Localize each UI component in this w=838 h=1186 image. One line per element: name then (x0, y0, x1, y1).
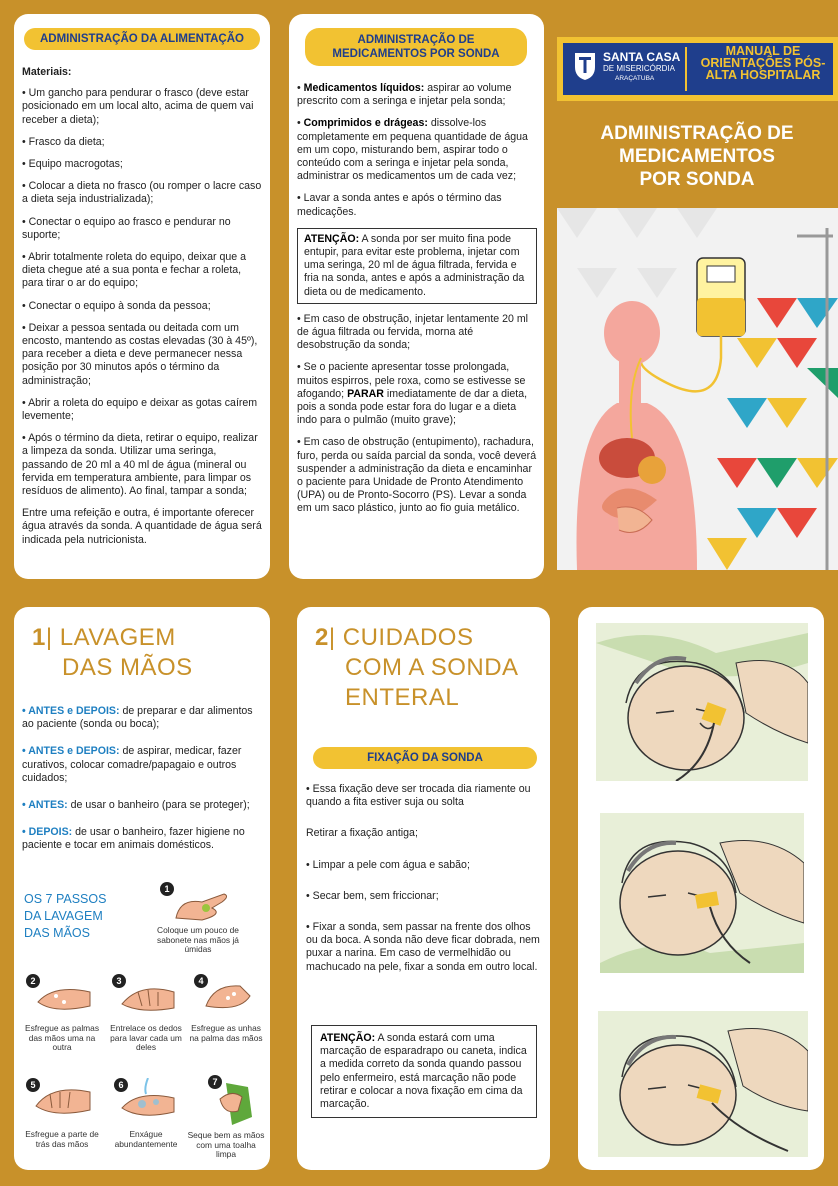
fixation-illustration-1 (596, 623, 808, 781)
care-body (306, 783, 542, 983)
hand-icon (32, 1082, 94, 1120)
logo-line3: ARAÇATUBA (615, 75, 655, 82)
heading-bar: | (45, 624, 60, 651)
list-item: • Essa fixação deve ser trocada dia riamente ou quando a fita estiver suja ou solta (306, 783, 531, 809)
list-item: • ANTES e DEPOIS: de preparar e dar alimentos ao paciente (sonda ou boca); (22, 705, 253, 731)
list-item: • Conectar o equipo ao frasco e pendurar no suporte; (22, 215, 231, 241)
cover-heading: ADMINISTRAÇÃO DE MEDICAMENTOS POR SONDA (600, 123, 794, 190)
hand-icon (34, 980, 94, 1016)
meds-title: ADMINISTRAÇÃO DE MEDICAMENTOS POR SONDA (305, 28, 527, 66)
list-item: • Se o paciente apresentar tosse prolongada, muitos espirros, pele roxa, como se estivesse se afogando; PARAR imediatamente de dar a dieta, pois a sonda pode estar fora do lugar e a dieta indo para o pulmão (muito grave); (297, 361, 528, 427)
step-number: 6 (114, 1078, 128, 1092)
list-item: • Após o término da dieta, retirar o equipo, realizar a limpeza da sonda. Utilizar uma seringa, passando de 20 ml a 40 ml de água (mineral ou fervida em temperatura ambiente, para limpar os resíduos de alimento). Ao final, tampar a sonda; (22, 432, 258, 498)
step-caption: Seque bem as mãos com uma toalha limpa (187, 1130, 265, 1160)
care-title-3: ENTERAL (345, 684, 460, 711)
step-number: 4 (194, 974, 208, 988)
list-item: • Medicamentos líquidos: aspirar ao volume prescrito com a seringa e injetar pela sonda; (297, 82, 512, 108)
heading-bar: | (328, 624, 343, 651)
step-number: 7 (208, 1075, 222, 1089)
logo-divider (685, 47, 687, 91)
step-number: 2 (26, 974, 40, 988)
list-item: • Um gancho para pendurar o frasco (deve estar posicionado em um local alto, acima de quem vai receber a dieta); (22, 87, 254, 126)
care-title-2: COM A SONDA (345, 654, 519, 681)
list-item: Entre uma refeição e outra, é importante oferecer água através da sonda. A quantidade de água será indicada pela nutricionista. (22, 507, 262, 546)
panel-hands (14, 607, 270, 1170)
care-title-1: CUIDADOS (342, 624, 474, 651)
list-item: • DEPOIS: de usar o banheiro, fazer higiene no paciente e tocar em animais domésticos. (22, 826, 245, 852)
hands-title-1: LAVAGEM (59, 624, 176, 651)
step-caption: Esfregue as unhas na palma das mãos (189, 1023, 263, 1043)
attention-box: ATENÇÃO: A sonda por ser muito fina pode entupir, para evitar este problema, injetar com uma seringa, 20 ml de água filtrada, fervida e fria na sonda, antes e após a administração da dieta ou de medicamento. (297, 228, 537, 304)
list-item: • Frasco da dieta; (22, 135, 105, 148)
list-item: • Abrir a roleta do equipo e deixar as gotas caírem levemente; (22, 396, 258, 423)
list-item: • Fixar a sonda, sem passar na frente dos olhos ou da boca. A sonda não deve ficar dobrada, nem puxar a narina. Em caso de vermelhidão ou machucado na pele, fixar a sonda em outro local. (306, 921, 540, 973)
manual-title: MANUAL DE ORIENTAÇÕES PÓS-ALTA HOSPITALAR (700, 44, 826, 82)
feeding-body (22, 66, 264, 556)
hands-body (22, 705, 264, 862)
materials-label: Materiais: (22, 66, 72, 78)
fixation-illustration-2 (600, 813, 804, 973)
fixation-illustration-3 (598, 1011, 808, 1157)
list-item: • Em caso de obstrução, injetar lentamente 20 ml de água filtrada ou fervida, morna até desobstrução da sonda; (297, 312, 529, 352)
hands-heading-line1 (32, 623, 262, 653)
crest-icon (573, 51, 597, 81)
section-number: 2 (315, 624, 329, 651)
step-7 (186, 1069, 266, 1164)
step-caption: Enxágue abundantemente (114, 1129, 178, 1149)
list-item: • Deixar a pessoa sentada ou deitada com um encosto, mantendo as costas elevadas (30 à 45º), para receber a dieta e deve permanecer nessa posição por 30 minutos após o término da administração; (22, 321, 258, 387)
list-item: • Lavar a sonda antes e após o término das medicações. (297, 192, 502, 218)
step-5 (22, 1074, 102, 1164)
list-item: Retirar a fixação antiga; (306, 827, 418, 840)
care-attention-box: ATENÇÃO: A sonda estará com uma marcação de esparadrapo ou caneta, indica a medida correto da sonda quando passou pelo enfermeiro, está marcação não pode retirar e colocar a nova fixação em cima da marcação. (311, 1025, 537, 1118)
step-caption: Entrelace os dedos para lavar cada um deles (110, 1023, 182, 1053)
hands-title-2: DAS MÃOS (62, 654, 193, 681)
step-caption: Esfregue a parte de trás das mãos (25, 1129, 99, 1149)
step-caption: Esfregue as palmas das mãos uma na outra (24, 1023, 100, 1053)
panel-feeding (14, 14, 270, 579)
hand-icon (172, 888, 232, 924)
cover (557, 0, 838, 580)
care-heading (315, 623, 545, 713)
step-2 (22, 972, 102, 1062)
cover-illustration (557, 208, 838, 570)
list-item: • Em caso de obstrução (entupimento), rachadura, furo, perda ou saída parcial da sonda, você deverá suspender a administração da dieta e encaminhar o paciente para Unidade de Pronto Atendimento (UPA) ou de Pronto-Socorro (PS). Levar a sonda em um saco plástico, junto ao fio guia metálico. (297, 436, 537, 515)
fixation-subtitle: FIXAÇÃO DA SONDA (313, 747, 537, 769)
care-heading-line1 (315, 623, 545, 653)
list-item: • ANTES e DEPOIS: de aspirar, medicar, fazer curativos, colocar comadre/papagaio e outros cuidados; (22, 745, 242, 784)
list-item: • Equipo macrogotas; (22, 158, 123, 171)
towel-icon (212, 1079, 262, 1129)
list-item: • ANTES: de usar o banheiro (para se proteger); (22, 799, 250, 812)
step-number: 3 (112, 974, 126, 988)
logo-line2: DE MISERICÓRDIA (603, 64, 676, 73)
list-item: • Secar bem, sem friccionar; (306, 889, 439, 902)
hand-icon (200, 980, 256, 1016)
steps-title: OS 7 PASSOS DA LAVAGEM DAS MÃOS (24, 892, 107, 940)
logo-block (563, 43, 833, 95)
list-item: • Colocar a dieta no frasco (ou romper o lacre caso a dieta seja industrializada); (22, 180, 262, 206)
step-3 (106, 972, 186, 1062)
list-item: • Abrir totalmente roleta do equipo, deixar que a dieta chegue até a sua ponta e fechar a roleta, para tirar o ar do equipo; (22, 251, 246, 290)
logo-banner (557, 37, 838, 101)
panel-meds (289, 14, 544, 579)
list-item: • Limpar a pele com água e sabão; (306, 858, 470, 871)
hands-heading (32, 623, 262, 683)
list-item: • Comprimidos e drágeas: dissolve-los completamente em pequena quantidade de água em um copo, misturando bem, aspirar todo o conteúdo com a seringa e injetar pela sonda, administrar os medicamentos um de cada vez; (297, 117, 528, 183)
step-number: 5 (26, 1078, 40, 1092)
step-4 (186, 972, 266, 1062)
meds-body (297, 82, 537, 525)
hand-icon (118, 1078, 178, 1122)
step-number: 1 (160, 882, 174, 896)
section-number: 1 (32, 624, 46, 651)
panel-care (297, 607, 550, 1170)
hand-icon (118, 980, 178, 1016)
step-1 (132, 882, 252, 955)
step-caption: Coloque um pouco de sabonete nas mãos já úmidas (157, 925, 239, 955)
panel-illustrations (578, 607, 824, 1170)
step-6 (106, 1074, 186, 1164)
logo-line1: SANTA CASA (603, 50, 681, 64)
feeding-title: ADMINISTRAÇÃO DA ALIMENTAÇÃO (24, 28, 260, 50)
list-item: • Conectar o equipo à sonda da pessoa; (22, 299, 211, 312)
